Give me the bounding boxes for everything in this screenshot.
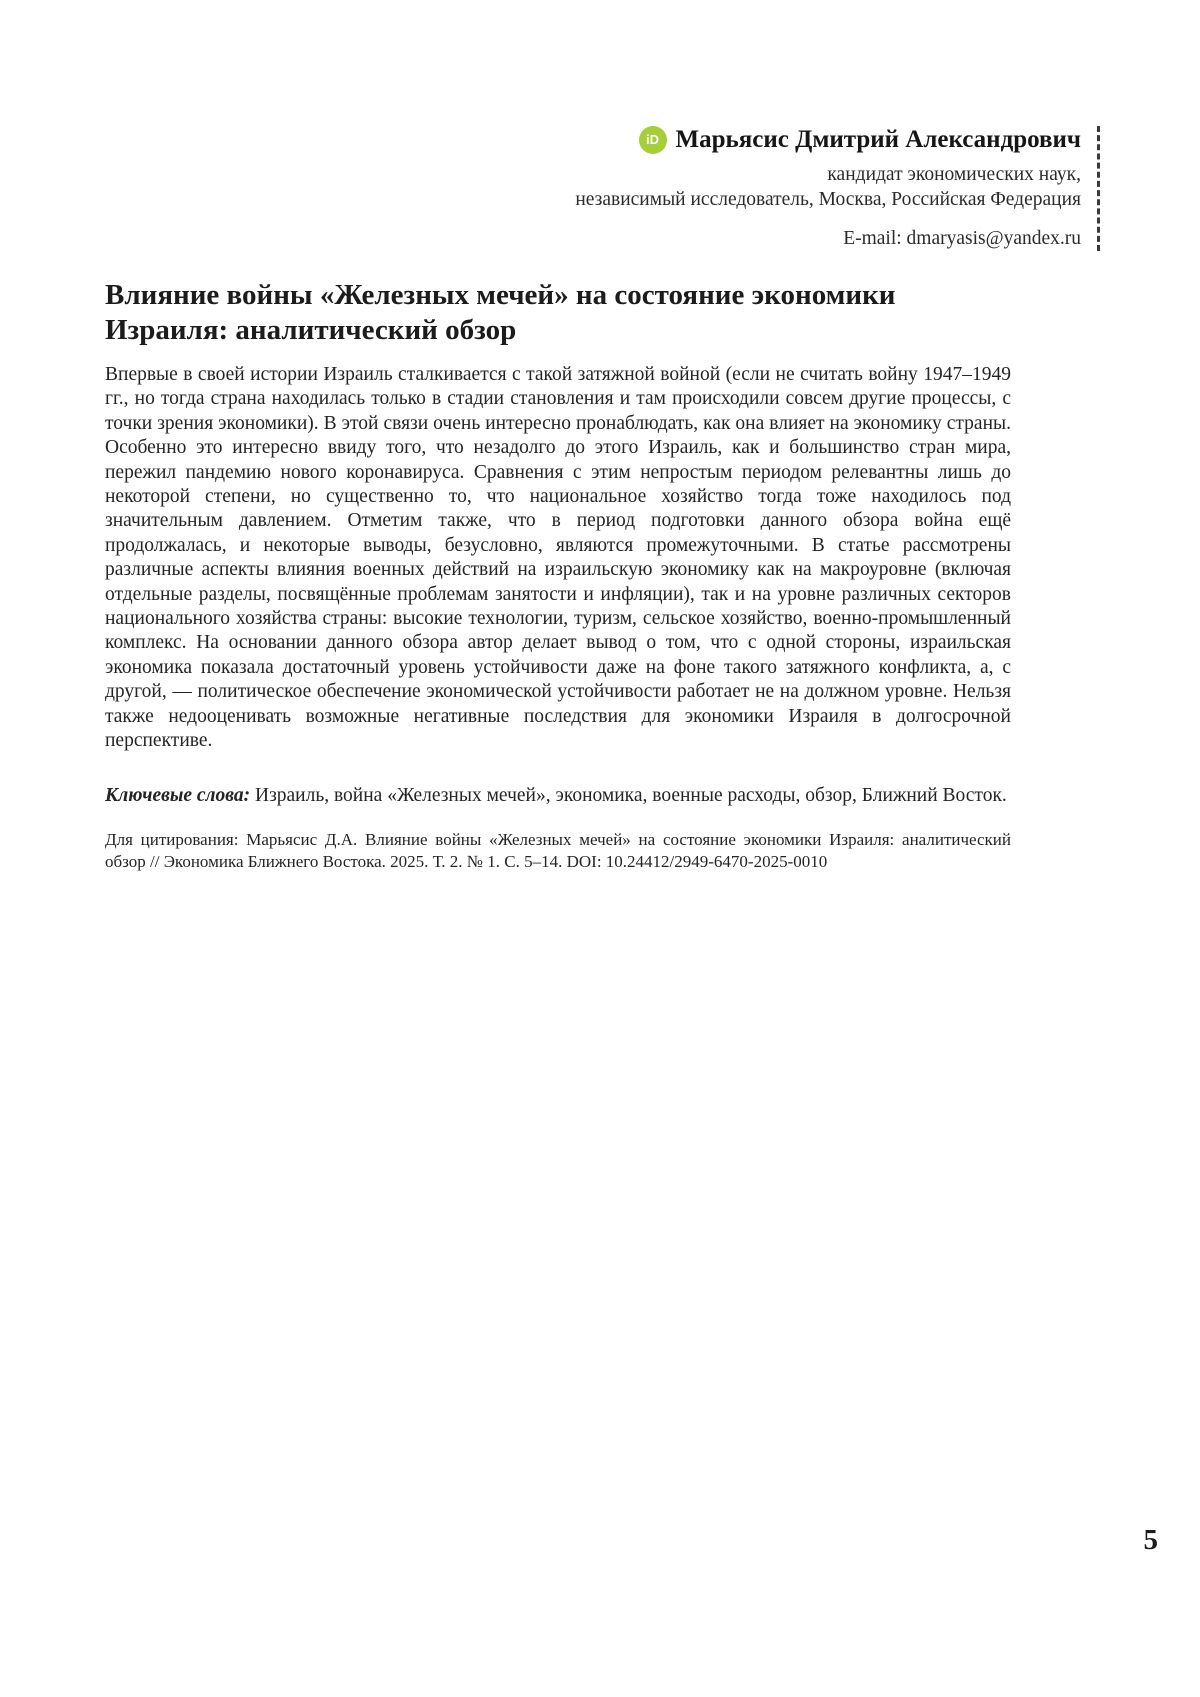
keywords-line [105,784,1011,808]
article-title-line1: Влияние войны «Железных мечей» на состояние экономики [105,279,896,311]
keywords-text: Израиль, война «Железных мечей», экономика, военные расходы, обзор, Ближний Восток. [250,784,1007,806]
article-title [105,278,1011,348]
abstract-paragraph: Впервые в своей истории Израиль сталкивается с такой затяжной войной (если не считать войну 1947–1949 гг., но тогда страна находилась только в стадии становления и там происходили совсем другие процессы, с точки зрения экономики). В этой связи очень интересно пронаблюдать, как она влияет на экономику страны. Особенно это интересно ввиду того, что незадолго до этого Израиль, как и большинство стран мира, пережил пандемию нового коронавируса. Сравнения с этим непростым периодом релевантны лишь до некоторой степени, но существенно то, что национальное хозяйство тогда тоже находилось под значительным давлением. Отметим также, что в период подготовки данного обзора война ещё продолжалась, и некоторые выводы, безусловно, являются промежуточными. В статье рассмотрены различные аспекты влияния военных действий на израильскую экономику как на макроуровне (включая отдельные разделы, посвящённые проблемам занятости и инфляции), так и на уровне различных секторов национального хозяйства страны: высокие технологии, туризм, сельское хозяйство, военно-промышленный комплекс. На основании данного обзора автор делает вывод о том, что с одной стороны, израильская экономика показала достаточный уровень устойчивости даже на фоне такого затяжного конфликта, а, с другой, — политическое обеспечение экономической устойчивости работает не на должном уровне. Нельзя также недооценивать возможные негативные последствия для экономики Израиля в долгосрочной перспективе. [105,364,1011,752]
article-main-column [105,278,1011,874]
author-email: E-mail: dmaryasis@yandex.ru [843,228,1081,249]
author-block [575,126,1100,251]
article-title-line2: Израиля: аналитический обзор [105,314,517,346]
author-name: Марьясис Дмитрий Александрович [675,126,1081,153]
orcid-icon[interactable]: iD [639,126,667,154]
citation-line: Для цитирования: Марьясис Д.А. Влияние войны «Железных мечей» на состояние экономики Израиля: аналитический обзор // Экономика Ближнего Востока. 2025. Т. 2. № 1. С. 5–14. DOI: 10.24412/2949-6470-2025-0010 [105,829,1011,872]
page-number: 5 [1143,1524,1158,1556]
author-name-row [575,126,1081,154]
author-affiliation: независимый исследователь, Москва, Российская Федерация [575,189,1081,210]
keywords-label: Ключевые слова: [105,784,251,806]
author-degree: кандидат экономических наук, [827,164,1081,185]
